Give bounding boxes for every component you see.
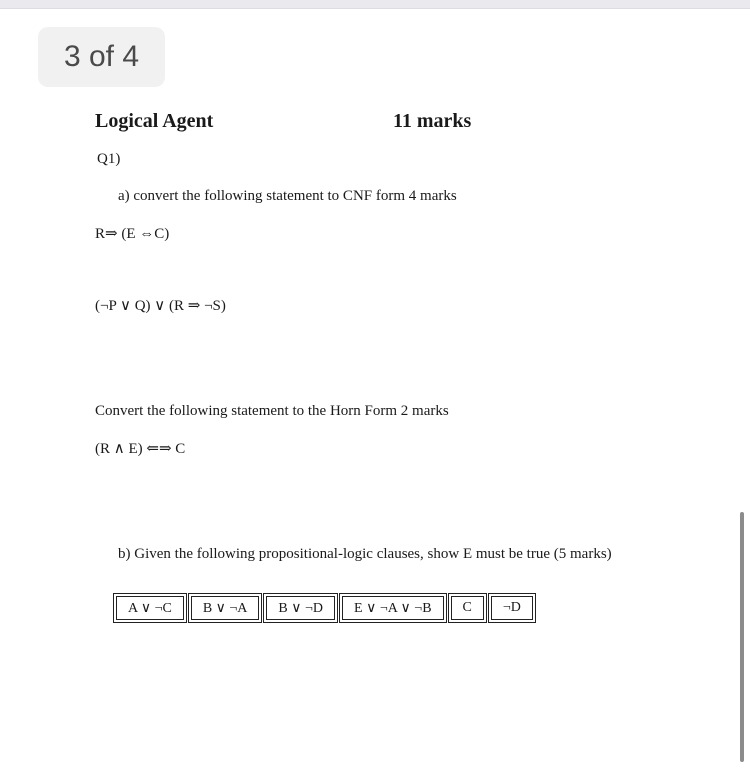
part-a-instruction: a) convert the following statement to CNF form 4 marks — [118, 188, 457, 204]
document-title: Logical Agent — [95, 110, 214, 132]
clause-box: B ∨ ¬D — [266, 596, 335, 620]
viewer-top-bar — [0, 0, 750, 9]
clause-box: A ∨ ¬C — [116, 596, 184, 620]
clause-box: C — [451, 596, 484, 620]
vertical-scrollbar[interactable] — [740, 512, 744, 762]
total-marks: 11 marks — [393, 110, 472, 132]
horn-form-instruction: Convert the following statement to the Horn Form 2 marks — [95, 403, 449, 419]
clause-list — [116, 596, 536, 620]
clause-box: B ∨ ¬A — [191, 596, 260, 620]
clause-box: ¬D — [491, 596, 533, 620]
page-indicator: 3 of 4 — [38, 27, 165, 87]
question-label: Q1) — [97, 151, 121, 167]
clause-box: E ∨ ¬A ∨ ¬B — [342, 596, 444, 620]
expression-2: (¬P ∨ Q) ∨ (R ⇒ ¬S) — [95, 298, 226, 314]
part-b-instruction: b) Given the following propositional-logic clauses, show E must be true (5 marks) — [118, 546, 612, 562]
expression-3: (R ∧ E) ⇐⇒ C — [95, 441, 186, 457]
expression-1: R⇒ (E ⇔C) — [95, 226, 170, 242]
